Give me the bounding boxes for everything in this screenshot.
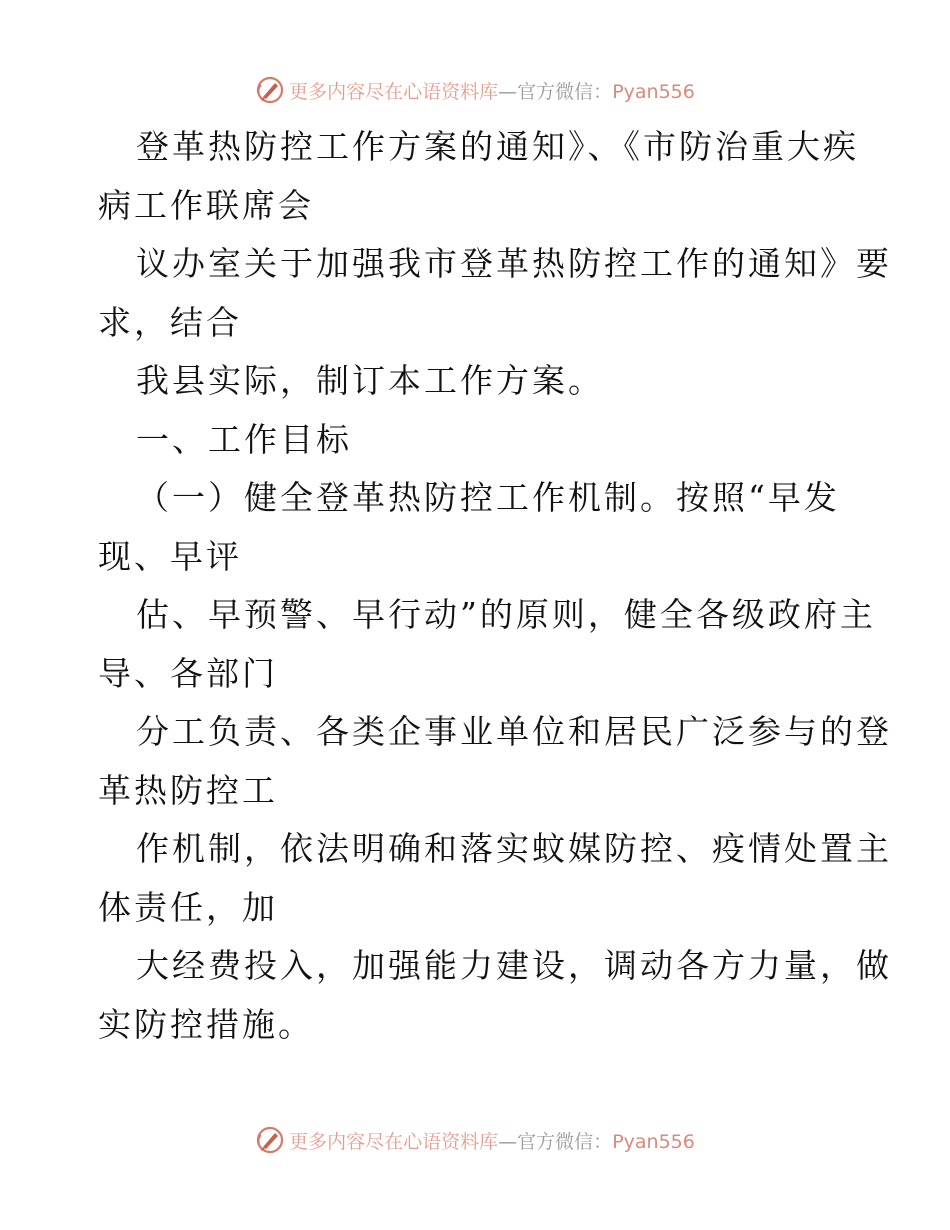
text-line: 我县实际，制订本工作方案。 xyxy=(136,361,604,400)
watermark-dash: — xyxy=(498,80,518,103)
watermark-brand-text: 更多内容尽在心语资料库 xyxy=(289,80,499,103)
text-line: 革热防控工 xyxy=(98,770,278,810)
watermark-brand-text: 更多内容尽在心语资料库 xyxy=(289,1130,499,1153)
text-line: 求，结合 xyxy=(98,302,242,342)
text-line: 登革热防控工作方案的通知》、《市防治重大疾 xyxy=(136,127,859,166)
section-heading: 一、工作目标 xyxy=(136,419,352,459)
text-line: 病工作联席会 xyxy=(98,185,314,225)
text-line: 分工负责、各类企事业单位和居民广泛参与的登 xyxy=(136,712,892,751)
quill-pen-icon xyxy=(255,1125,285,1155)
text-line: 实防控措施。 xyxy=(98,1004,314,1044)
document-body xyxy=(98,118,892,1054)
text-line: 议办室关于加强我市登革热防控工作的通知》要 xyxy=(136,244,892,283)
watermark-id: Pyan556 xyxy=(612,80,695,103)
watermark-label: 官方微信： xyxy=(517,1130,613,1153)
footer-watermark xyxy=(0,1120,950,1160)
watermark-label: 官方微信： xyxy=(517,80,613,103)
quill-pen-icon xyxy=(255,75,285,105)
text-line: 现、早评 xyxy=(98,536,242,576)
text-line: 导、各部门 xyxy=(98,653,278,693)
header-watermark xyxy=(0,70,950,110)
text-line: 作机制，依法明确和落实蚊媒防控、疫情处置主 xyxy=(136,829,892,868)
text-line: 大经费投入，加强能力建设，调动各方力量，做 xyxy=(136,946,892,985)
watermark-dash: — xyxy=(498,1130,518,1153)
text-line: （一）健全登革热防控工作机制。按照“早发 xyxy=(136,478,840,517)
text-line: 体责任，加 xyxy=(98,887,278,927)
watermark-id: Pyan556 xyxy=(612,1130,695,1153)
text-line: 估、早预警、早行动”的原则，健全各级政府主 xyxy=(136,595,876,634)
